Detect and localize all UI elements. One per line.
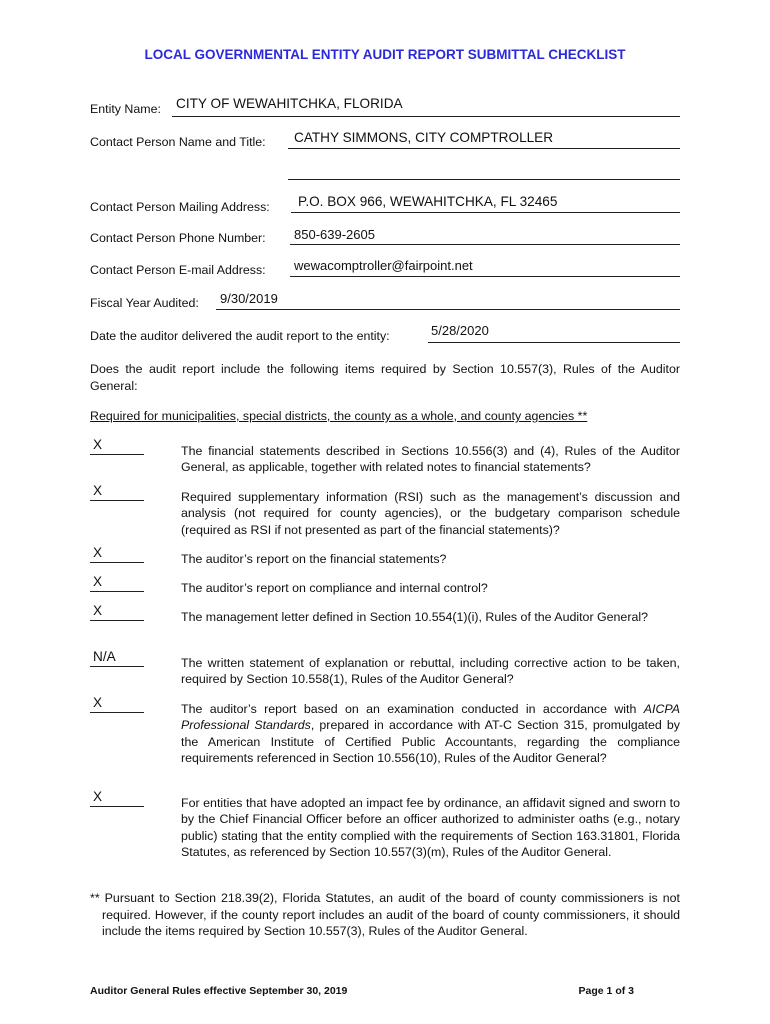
email-field[interactable]: wewacomptroller@fairpoint.net [294, 258, 473, 273]
mailing-line [291, 212, 680, 213]
delivered-field[interactable]: 5/28/2020 [431, 323, 489, 338]
mailing-field[interactable]: P.O. BOX 966, WEWAHITCHKA, FL 32465 [298, 194, 558, 209]
item-text: The auditor’s report on the financial statements? [181, 552, 447, 566]
item-mark-field[interactable]: X [90, 574, 144, 592]
item-text [181, 701, 680, 767]
delivered-line [428, 342, 680, 343]
item-mark-field[interactable]: X [90, 603, 144, 621]
contact-name-line [288, 148, 680, 149]
item-text: The auditor’s report on compliance and internal control? [181, 581, 488, 595]
contact-name-line-2 [288, 179, 680, 180]
item-text-part: The auditor’s report based on an examination conducted in accordance with [181, 702, 644, 716]
phone-label: Contact Person Phone Number: [90, 231, 266, 245]
footer-rules-date: Auditor General Rules effective September 30, 2019 [90, 985, 348, 997]
item-mark-field[interactable]: N/A [90, 649, 144, 667]
entity-name-label: Entity Name: [90, 102, 161, 116]
contact-name-label: Contact Person Name and Title: [90, 135, 266, 149]
fiscal-label: Fiscal Year Audited: [90, 296, 199, 310]
required-heading: Required for municipalities, special districts, the county as a whole, and county agencies ** [90, 409, 588, 423]
item-text: The financial statements described in Sections 10.556(3) and (4), Rules of the Auditor General, as applicable, together with related notes to financial statements? [181, 444, 680, 475]
item-mark-field[interactable]: X [90, 483, 144, 501]
item-mark-field[interactable]: X [90, 695, 144, 713]
checklist-question: Does the audit report include the following items required by Section 10.557(3), Rules of the Auditor General: [90, 362, 680, 393]
item-mark-field[interactable]: X [90, 789, 144, 807]
footer-page-number: Page 1 of 3 [578, 985, 634, 997]
fiscal-field[interactable]: 9/30/2019 [220, 291, 278, 306]
phone-field[interactable]: 850-639-2605 [294, 227, 375, 242]
fiscal-line [216, 309, 680, 310]
page-title: LOCAL GOVERNMENTAL ENTITY AUDIT REPORT SUBMITTAL CHECKLIST [144, 47, 626, 62]
item-mark-field[interactable]: X [90, 545, 144, 563]
item-text: For entities that have adopted an impact fee by ordinance, an affidavit signed and sworn to by the Chief Financial Officer before an officer authorized to administer oaths (e.g., notary public) stating that the entity complied with the requirements of Section 163.31801, Florida Statutes, as referenced by Section 10.557(3)(m), Rules of the Auditor General. [181, 796, 680, 860]
item-text-italic: AICPA Professional Standards [181, 702, 680, 733]
contact-name-field[interactable]: CATHY SIMMONS, CITY COMPTROLLER [294, 130, 554, 145]
item-text: Required supplementary information (RSI) such as the management’s discussion and analysis (not required for county agencies), or the budgetary comparison schedule (required as RSI if not presented as part of the financial statements)? [181, 490, 680, 537]
phone-line [290, 244, 680, 245]
delivered-label: Date the auditor delivered the audit report to the entity: [90, 329, 390, 343]
item-text: The management letter defined in Section 10.554(1)(i), Rules of the Auditor General? [181, 610, 648, 624]
email-label: Contact Person E-mail Address: [90, 263, 266, 277]
item-mark-field[interactable]: X [90, 437, 144, 455]
entity-name-field[interactable]: CITY OF WEWAHITCHKA, FLORIDA [176, 96, 403, 111]
footnote: ** Pursuant to Section 218.39(2), Florida Statutes, an audit of the board of county commissioners is not required. However, if the county report includes an audit of the board of county commissioners, it should include the items required by Section 10.557(3), Rules of the Auditor General. [90, 891, 680, 938]
item-text: The written statement of explanation or rebuttal, including corrective action to be taken, required by Section 10.558(1), Rules of the Auditor General? [181, 656, 680, 687]
entity-name-line [172, 116, 680, 117]
email-line [290, 276, 680, 277]
item-text-part: , prepared in accordance with AT-C Section 315, promulgated by the American Institute of Certified Public Accountants, regarding the compliance requirements referenced in Section 10.556(10), Rules of the Auditor General? [181, 718, 680, 766]
mailing-label: Contact Person Mailing Address: [90, 200, 270, 214]
